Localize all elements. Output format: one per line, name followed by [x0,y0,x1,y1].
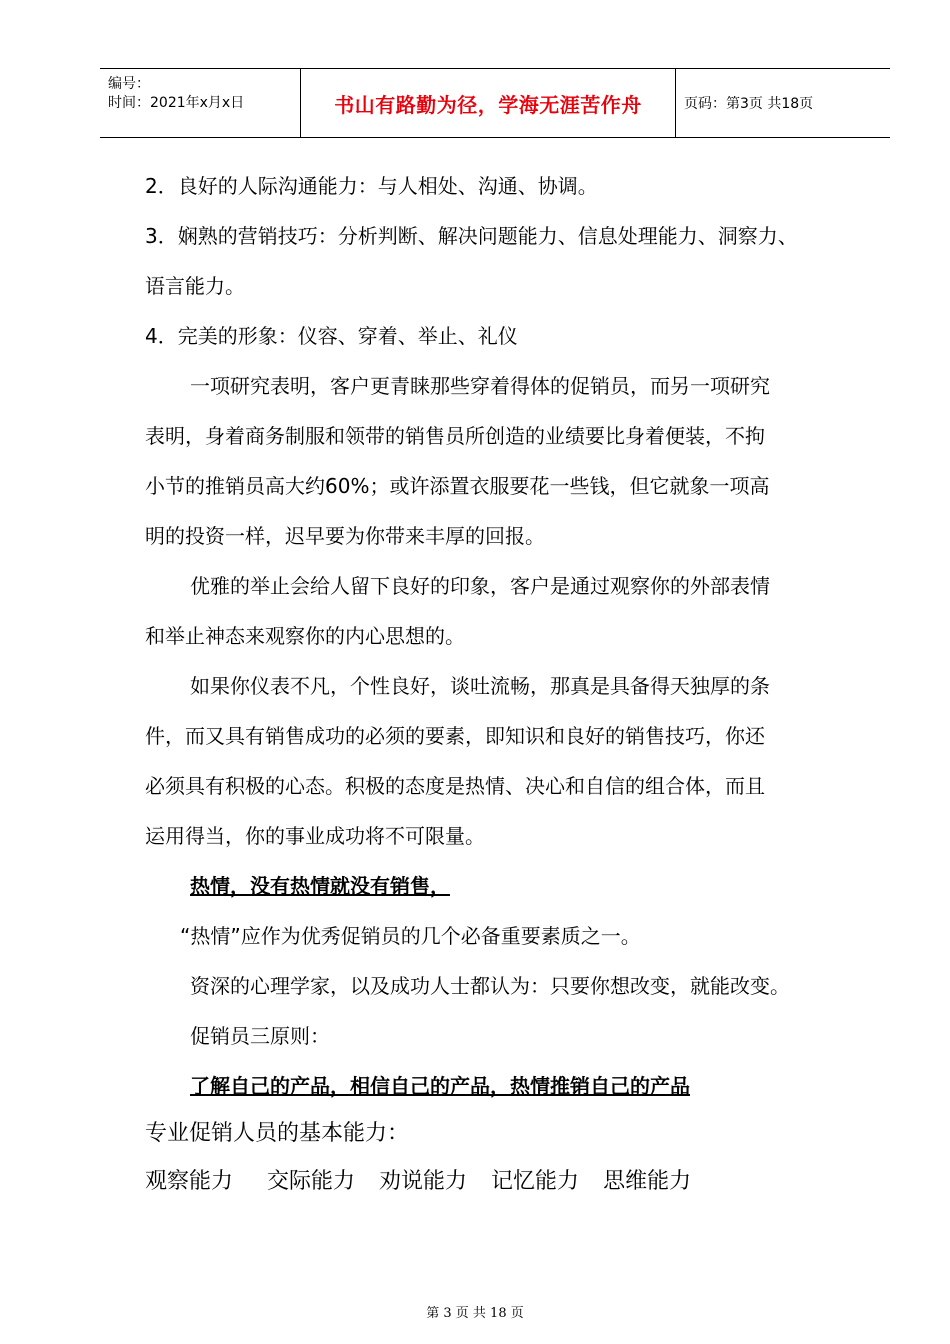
ability-title: 专业促销人员的基本能力： [145,1121,410,1146]
ability-memory: 记忆能力 [491,1169,580,1194]
header-meta [100,69,301,137]
number-label: 编号： [108,76,150,92]
item-3-line2: 语言能力。 [145,274,245,298]
page-header [100,68,890,138]
principles-label: 促销员三原则： [190,1024,330,1048]
header-motto-cell [301,69,676,137]
para3-line1: 如果你仪表不凡，个性良好，谈吐流畅，那真是具备得天独厚的条 [190,674,770,698]
ability-persuade: 劝说能力 [379,1169,468,1194]
principles-heading: 了解自己的产品，相信自己的产品，热情推销自己的产品 [190,1074,690,1098]
time-label: 时间：2021年x月x日 [108,95,245,111]
para1-line1: 一项研究表明，客户更青睐那些穿着得体的促销员，而另一项研究 [190,374,770,398]
ability-observe: 观察能力 [145,1169,234,1194]
motto: 书山有路勤为径，学海无涯苦作舟 [334,92,642,117]
para2-line1: 优雅的举止会给人留下良好的印象，客户是通过观察你的外部表情 [190,574,770,598]
item-2: 2．良好的人际沟通能力：与人相处、沟通、协调。 [145,174,598,198]
ability-social: 交际能力 [267,1169,356,1194]
heading-enthusiasm: 热情，没有热情就没有销售， [190,874,450,898]
para1-line4: 明的投资一样，迟早要为你带来丰厚的回报。 [145,524,545,548]
quote-enthusiasm: “热情”应作为优秀促销员的几个必备重要素质之一。 [180,924,641,948]
psychologist-line: 资深的心理学家，以及成功人士都认为：只要你想改变，就能改变。 [190,974,790,998]
para1-line2: 表明，身着商务制服和领带的销售员所创造的业绩要比身着便装，不拘 [145,424,765,448]
para1-line3: 小节的推销员高大约60%；或许添置衣服要花一些钱，但它就象一项高 [145,474,770,498]
para3-line2: 件，而又具有销售成功的必须的要素，即知识和良好的销售技巧，你还 [145,724,765,748]
ability-list [145,1170,691,1194]
para3-line4: 运用得当，你的事业成功将不可限量。 [145,824,485,848]
para2-line2: 和举止神态来观察你的内心思想的。 [145,624,465,648]
para3-line3: 必须具有积极的心态。积极的态度是热情、决心和自信的组合体，而且 [145,774,765,798]
item-3-line1: 3．娴熟的营销技巧：分析判断、解决问题能力、信息处理能力、洞察力、 [145,224,798,248]
ability-thinking: 思维能力 [603,1169,692,1194]
header-page-code-cell [676,69,890,137]
page-footer: 第 3 页 共 18 页 [426,1306,524,1321]
item-4: 4．完美的形象：仪容、穿着、举止、礼仪 [145,324,518,348]
page-code: 页码：第3页 共18页 [684,96,814,112]
